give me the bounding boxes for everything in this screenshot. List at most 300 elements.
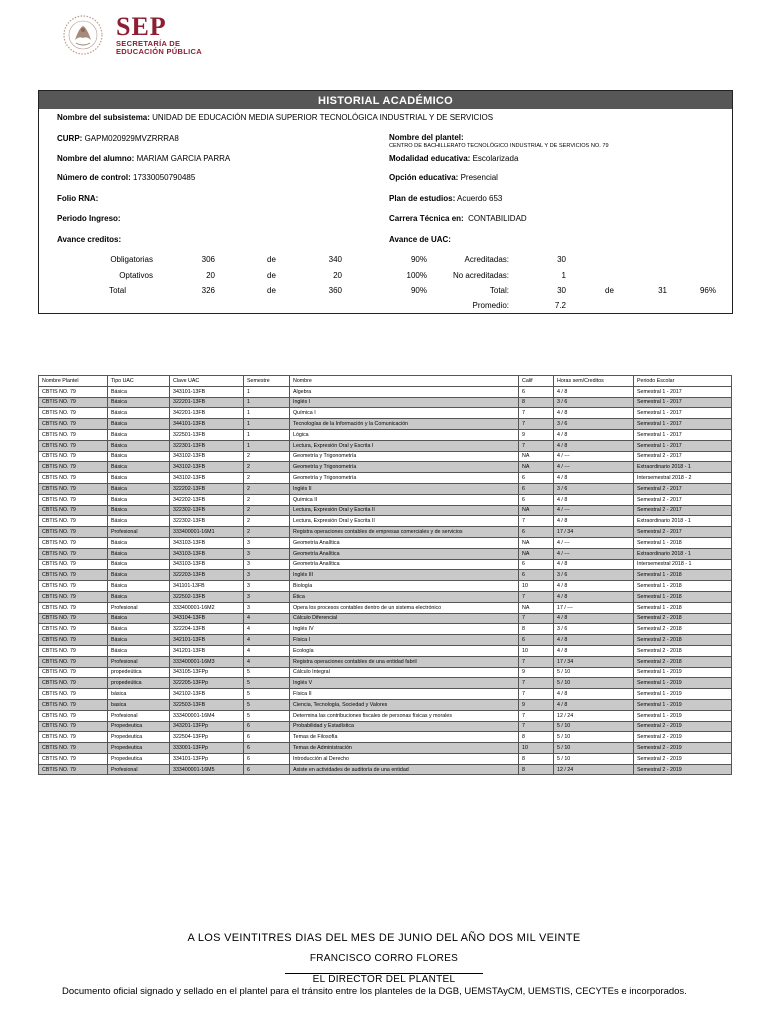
table-cell: 322201-13FB [170, 397, 244, 408]
table-row [39, 699, 732, 710]
creditos-oblig-label: Obligatorias [110, 255, 153, 264]
table-cell: 7 [519, 656, 554, 667]
table-cell: 3 [244, 570, 290, 581]
creditos-oblig-a: 306 [201, 255, 215, 264]
table-cell: NA [519, 462, 554, 473]
table-cell: Semestral 1 - 2019 [634, 678, 732, 689]
table-cell: 6 [519, 386, 554, 397]
table-cell: Geometría Analítica [290, 559, 519, 570]
col-header: Periodo Escolar [634, 376, 732, 387]
table-cell: CBTIS NO. 79 [39, 473, 108, 484]
uac-total-of: 31 [658, 286, 667, 295]
table-cell: 343101-13FB [170, 386, 244, 397]
table-cell: CBTIS NO. 79 [39, 678, 108, 689]
table-cell: Semestral 2 - 2017 [634, 451, 732, 462]
table-cell: 6 [244, 753, 290, 764]
table-cell: CBTIS NO. 79 [39, 721, 108, 732]
table-row [39, 462, 732, 473]
table-cell: 5 / 10 [554, 721, 634, 732]
col-header: Semestre [244, 376, 290, 387]
table-cell: Geometría y Trigonometría [290, 462, 519, 473]
table-cell: Básica [108, 570, 170, 581]
table-cell: CBTIS NO. 79 [39, 753, 108, 764]
table-cell: Semestral 1 - 2018 [634, 602, 732, 613]
table-cell: CBTIS NO. 79 [39, 613, 108, 624]
table-cell: 4 / 8 [554, 591, 634, 602]
table-cell: Básica [108, 635, 170, 646]
table-cell: Básica [108, 451, 170, 462]
table-cell: basica [108, 699, 170, 710]
subsistema-value: UNIDAD DE EDUCACIÓN MEDIA SUPERIOR TECNOLÓGICA INDUSTRIAL Y DE SERVICIOS [152, 113, 494, 122]
table-cell: 7 [519, 613, 554, 624]
table-cell: 322204-13FB [170, 624, 244, 635]
table-row [39, 602, 732, 613]
table-cell: 343105-13FPp [170, 667, 244, 678]
table-row [39, 440, 732, 451]
table-cell: CBTIS NO. 79 [39, 483, 108, 494]
table-cell: 6 [519, 527, 554, 538]
table-cell: Inglés IV [290, 624, 519, 635]
table-cell: 5 / 10 [554, 732, 634, 743]
table-cell: Profesional [108, 764, 170, 775]
table-cell: 3 / 6 [554, 397, 634, 408]
plantel-label: Nombre del plantel: [389, 133, 464, 142]
table-cell: Semestral 1 - 2017 [634, 419, 732, 430]
table-cell: básica [108, 689, 170, 700]
table-cell: 7 [519, 408, 554, 419]
table-cell: Semestral 1 - 2018 [634, 537, 732, 548]
table-cell: 8 [519, 732, 554, 743]
table-cell: 4 / --- [554, 451, 634, 462]
table-cell: CBTIS NO. 79 [39, 689, 108, 700]
table-cell: Semestral 2 - 2018 [634, 645, 732, 656]
table-cell: 341201-13FB [170, 645, 244, 656]
table-cell: Lectura, Expresión Oral y Escrita I [290, 440, 519, 451]
table-cell: Semestral 2 - 2017 [634, 527, 732, 538]
table-row [39, 721, 732, 732]
table-cell: Semestral 2 - 2017 [634, 494, 732, 505]
table-row [39, 408, 732, 419]
table-cell: 2 [244, 494, 290, 505]
table-row [39, 505, 732, 516]
table-cell: 10 [519, 743, 554, 754]
table-cell: CBTIS NO. 79 [39, 743, 108, 754]
table-cell: Registra operaciones contables de una entidad fabril [290, 656, 519, 667]
table-cell: 2 [244, 462, 290, 473]
table-cell: CBTIS NO. 79 [39, 570, 108, 581]
table-cell: 3 [244, 602, 290, 613]
table-cell: CBTIS NO. 79 [39, 451, 108, 462]
table-cell: 342102-13FB [170, 689, 244, 700]
table-cell: Básica [108, 645, 170, 656]
table-cell: 4 / --- [554, 548, 634, 559]
table-cell: Inglés I [290, 397, 519, 408]
table-cell: CBTIS NO. 79 [39, 419, 108, 430]
table-cell: 17 / 34 [554, 656, 634, 667]
creditos-opt-b: 20 [333, 271, 342, 280]
table-cell: Geometría y Trigonometría [290, 473, 519, 484]
table-cell: 7 [519, 678, 554, 689]
table-cell: 4 / 8 [554, 473, 634, 484]
table-cell: Opera los procesos contables dentro de un sistema electrónico [290, 602, 519, 613]
table-cell: 9 [519, 699, 554, 710]
table-cell: Profesional [108, 602, 170, 613]
table-cell: 4 / 8 [554, 494, 634, 505]
table-cell: 4 [244, 635, 290, 646]
table-row [39, 635, 732, 646]
uac-no-acreditadas-value: 1 [561, 271, 566, 280]
table-cell: 9 [519, 429, 554, 440]
table-row [39, 429, 732, 440]
table-cell: Biología [290, 581, 519, 592]
creditos-total-a: 326 [201, 286, 215, 295]
table-cell: Semestral 1 - 2019 [634, 689, 732, 700]
table-cell: Básica [108, 516, 170, 527]
table-row [39, 559, 732, 570]
table-cell: Básica [108, 624, 170, 635]
eagle-seal-icon [62, 14, 104, 56]
table-cell: Extraordinario 2018 - 1 [634, 516, 732, 527]
table-cell: 5 [244, 667, 290, 678]
table-cell: Semestral 2 - 2019 [634, 743, 732, 754]
table-cell: 3 / 6 [554, 419, 634, 430]
avance-uac-label: Avance de UAC: [389, 235, 451, 244]
table-cell: Semestral 1 - 2017 [634, 440, 732, 451]
table-cell: 322203-13FB [170, 570, 244, 581]
opcion-value: Presencial [460, 173, 498, 182]
table-row [39, 386, 732, 397]
table-cell: 4 / --- [554, 537, 634, 548]
table-cell: 322302-13FB [170, 505, 244, 516]
table-cell: Lectura, Expresión Oral y Escrita II [290, 505, 519, 516]
table-cell: Básica [108, 462, 170, 473]
table-cell: 4 [244, 645, 290, 656]
page-title: HISTORIAL ACADÉMICO [39, 91, 732, 109]
table-cell: Básica [108, 537, 170, 548]
table-cell: Semestral 1 - 2017 [634, 408, 732, 419]
table-cell: Básica [108, 429, 170, 440]
table-row [39, 764, 732, 775]
sep-logo [62, 14, 232, 56]
table-cell: 6 [244, 732, 290, 743]
table-cell: 9 [519, 667, 554, 678]
table-row [39, 494, 732, 505]
table-cell: 6 [519, 570, 554, 581]
table-cell: CBTIS NO. 79 [39, 635, 108, 646]
table-row [39, 624, 732, 635]
table-cell: Semestral 1 - 2018 [634, 591, 732, 602]
table-cell: CBTIS NO. 79 [39, 494, 108, 505]
table-cell: CBTIS NO. 79 [39, 602, 108, 613]
control-row: Número de control: 17330050790485 [57, 173, 196, 182]
curp-row: CURP: GAPM020929MVZRRRA8 [57, 134, 179, 143]
col-header: Horas sem/Creditos [554, 376, 634, 387]
table-cell: 4 / --- [554, 462, 634, 473]
table-cell: 342101-13FB [170, 635, 244, 646]
uac-total-label: Total: [489, 286, 509, 295]
opcion-row: Opción educativa: Presencial [389, 173, 498, 182]
table-cell: 6 [244, 721, 290, 732]
table-cell: 3 / 6 [554, 570, 634, 581]
table-cell: 4 / 8 [554, 429, 634, 440]
table-cell: 2 [244, 505, 290, 516]
creditos-total-pct: 90% [410, 286, 427, 295]
table-row [39, 537, 732, 548]
table-cell: 7 [519, 710, 554, 721]
table-cell: 4 / 8 [554, 613, 634, 624]
table-cell: 4 [244, 656, 290, 667]
table-cell: 2 [244, 483, 290, 494]
signer-role: EL DIRECTOR DEL PLANTEL [312, 974, 456, 985]
table-cell: Básica [108, 386, 170, 397]
creditos-total-label: Total [109, 286, 126, 295]
table-cell: 3 [244, 559, 290, 570]
table-cell: 3 [244, 548, 290, 559]
table-cell: 4 / 8 [554, 699, 634, 710]
plan-value: Acuerdo 653 [457, 194, 503, 203]
table-cell: Física I [290, 635, 519, 646]
table-cell: Inglés II [290, 483, 519, 494]
table-cell: Profesional [108, 710, 170, 721]
logo-subtitle-1: SECRETARÍA DE [116, 39, 181, 48]
creditos-total-b: 360 [328, 286, 342, 295]
table-cell: 4 / 8 [554, 440, 634, 451]
table-cell: Intersemestral 2018 - 1 [634, 559, 732, 570]
table-cell: Química I [290, 408, 519, 419]
table-cell: 4 [244, 624, 290, 635]
table-row [39, 753, 732, 764]
table-cell: 7 [519, 440, 554, 451]
table-cell: 333400001-16M3 [170, 656, 244, 667]
table-cell: Profesional [108, 656, 170, 667]
logo-title: SEP [116, 12, 167, 41]
table-cell: Semestral 2 - 2018 [634, 613, 732, 624]
signer-name: FRANCISCO CORRO FLORES [309, 953, 459, 964]
table-cell: Cálculo Diferencial [290, 613, 519, 624]
table-cell: CBTIS NO. 79 [39, 732, 108, 743]
table-cell: Básica [108, 408, 170, 419]
table-row [39, 483, 732, 494]
table-cell: 4 / 8 [554, 408, 634, 419]
table-cell: CBTIS NO. 79 [39, 667, 108, 678]
promedio-label: Promedio: [472, 301, 509, 310]
table-cell: 5 [244, 710, 290, 721]
table-cell: 12 / 24 [554, 710, 634, 721]
table-cell: Básica [108, 483, 170, 494]
table-cell: Propedeutica [108, 753, 170, 764]
table-cell: 6 [244, 764, 290, 775]
carrera-row: Carrera Técnica en: CONTABILIDAD [389, 214, 527, 223]
uac-total-de: de [605, 286, 614, 295]
table-cell: 8 [519, 624, 554, 635]
table-cell: 5 [244, 689, 290, 700]
table-cell: Probabilidad y Estadística [290, 721, 519, 732]
alumno-row: Nombre del alumno: MARIAM GARCIA PARRA [57, 154, 231, 163]
student-info-box [38, 90, 733, 314]
uac-total-pct: 96% [699, 286, 716, 295]
table-cell: CBTIS NO. 79 [39, 537, 108, 548]
table-cell: Básica [108, 559, 170, 570]
table-cell: 1 [244, 386, 290, 397]
table-cell: 5 [244, 678, 290, 689]
table-cell: 4 / 8 [554, 635, 634, 646]
col-header: Calif [519, 376, 554, 387]
table-cell: 17 / 34 [554, 527, 634, 538]
table-cell: 322501-13FB [170, 429, 244, 440]
table-cell: CBTIS NO. 79 [39, 462, 108, 473]
table-cell: Ética [290, 591, 519, 602]
table-cell: Temas de Administración [290, 743, 519, 754]
table-cell: Semestral 2 - 2018 [634, 624, 732, 635]
date-line: A LOS VEINTITRES DIAS DEL MES DE JUNIO DEL AÑO DOS MIL VEINTE [187, 932, 581, 944]
table-row [39, 667, 732, 678]
table-cell: Básica [108, 613, 170, 624]
creditos-total-de: de [267, 286, 276, 295]
creditos-opt-de: de [267, 271, 276, 280]
table-cell: Geometría Analítica [290, 548, 519, 559]
table-cell: 6 [519, 494, 554, 505]
table-cell: 4 / 8 [554, 559, 634, 570]
table-cell: 343102-13FB [170, 451, 244, 462]
table-cell: CBTIS NO. 79 [39, 548, 108, 559]
table-cell: Semestral 1 - 2017 [634, 386, 732, 397]
table-cell: 4 / 8 [554, 386, 634, 397]
table-cell: Básica [108, 473, 170, 484]
table-cell: Registra operaciones contables de empresas comerciales y de servicios [290, 527, 519, 538]
col-header: Clave UAC [170, 376, 244, 387]
table-cell: NA [519, 505, 554, 516]
table-cell: 343102-13FB [170, 462, 244, 473]
table-cell: 6 [244, 743, 290, 754]
folio-row: Folio RNA: [57, 194, 99, 203]
table-cell: NA [519, 602, 554, 613]
table-cell: 6 [519, 473, 554, 484]
table-cell: 8 [519, 764, 554, 775]
table-cell: Semestral 2 - 2017 [634, 483, 732, 494]
table-cell: CBTIS NO. 79 [39, 710, 108, 721]
table-cell: Semestral 1 - 2017 [634, 429, 732, 440]
creditos-opt-pct: 100% [406, 271, 427, 280]
table-cell: 8 [519, 753, 554, 764]
table-cell: CBTIS NO. 79 [39, 581, 108, 592]
table-cell: 344101-13FB [170, 419, 244, 430]
control-value: 17330050790485 [133, 173, 196, 182]
table-row [39, 645, 732, 656]
plantel-value: CENTRO DE BACHILLERATO TECNOLÓGICO INDUSTRIAL Y DE SERVICIOS NO. 79 [389, 143, 609, 149]
table-cell: 1 [244, 419, 290, 430]
table-cell: 4 / 8 [554, 581, 634, 592]
table-cell: Determina las contribuciones fiscales de personas físicas y morales [290, 710, 519, 721]
table-row [39, 473, 732, 484]
table-cell: Inglés V [290, 678, 519, 689]
table-cell: 343102-13FB [170, 473, 244, 484]
table-cell: Geometría Analítica [290, 537, 519, 548]
table-cell: 333400001-16M1 [170, 527, 244, 538]
logo-subtitle-2: EDUCACIÓN PÚBLICA [116, 47, 202, 56]
table-cell: 343104-13FB [170, 613, 244, 624]
table-cell: 10 [519, 581, 554, 592]
plan-row: Plan de estudios: Acuerdo 653 [389, 194, 503, 203]
table-cell: 343103-13FB [170, 548, 244, 559]
table-row [39, 678, 732, 689]
table-cell: 322504-13FPp [170, 732, 244, 743]
table-cell: 7 [519, 721, 554, 732]
table-cell: 1 [244, 408, 290, 419]
avance-creditos-label: Avance creditos: [57, 235, 122, 244]
table-cell: Semestral 2 - 2019 [634, 721, 732, 732]
table-row [39, 548, 732, 559]
table-row [39, 570, 732, 581]
uac-acreditadas-label: Acreditadas: [464, 255, 509, 264]
table-cell: 322301-13FB [170, 440, 244, 451]
table-cell: Extraordinario 2018 - 1 [634, 548, 732, 559]
table-cell: 10 [519, 645, 554, 656]
table-row [39, 656, 732, 667]
table-cell: Básica [108, 419, 170, 430]
table-cell: CBTIS NO. 79 [39, 505, 108, 516]
col-header: Tipo UAC [108, 376, 170, 387]
table-cell: Básica [108, 581, 170, 592]
table-cell: 333001-13FPp [170, 743, 244, 754]
table-cell: Profesional [108, 527, 170, 538]
table-cell: Cálculo Integral [290, 667, 519, 678]
table-cell: Propedeutica [108, 721, 170, 732]
table-cell: 7 [519, 689, 554, 700]
table-cell: 322205-13FPp [170, 678, 244, 689]
table-cell: propedeútica [108, 678, 170, 689]
table-cell: 3 [244, 537, 290, 548]
table-row [39, 527, 732, 538]
table-cell: NA [519, 451, 554, 462]
table-cell: CBTIS NO. 79 [39, 656, 108, 667]
table-cell: CBTIS NO. 79 [39, 397, 108, 408]
table-cell: Semestral 1 - 2019 [634, 667, 732, 678]
table-cell: 333400001-16M4 [170, 710, 244, 721]
table-row [39, 613, 732, 624]
table-cell: Semestral 1 - 2018 [634, 581, 732, 592]
table-cell: Inglés III [290, 570, 519, 581]
table-cell: Semestral 2 - 2019 [634, 732, 732, 743]
table-cell: 342201-13FB [170, 408, 244, 419]
modalidad-row: Modalidad educativa: Escolarizada [389, 154, 519, 163]
table-cell: Semestral 2 - 2018 [634, 635, 732, 646]
table-cell: NA [519, 537, 554, 548]
table-cell: 5 / 10 [554, 678, 634, 689]
table-cell: 334101-13FPp [170, 753, 244, 764]
table-cell: CBTIS NO. 79 [39, 386, 108, 397]
table-cell: Ecología [290, 645, 519, 656]
table-cell: 4 [244, 613, 290, 624]
table-cell: 1 [244, 440, 290, 451]
table-cell: CBTIS NO. 79 [39, 591, 108, 602]
table-cell: 5 / 10 [554, 753, 634, 764]
table-cell: CBTIS NO. 79 [39, 527, 108, 538]
table-cell: Básica [108, 548, 170, 559]
table-cell: Semestral 1 - 2019 [634, 699, 732, 710]
creditos-oblig-de: de [267, 255, 276, 264]
table-cell: Lectura, Expresión Oral y Escrita II [290, 516, 519, 527]
table-cell: Extraordinario 2018 - 1 [634, 462, 732, 473]
table-cell: 2 [244, 516, 290, 527]
table-cell: Geometría y Trigonometría [290, 451, 519, 462]
col-header: Nombre [290, 376, 519, 387]
promedio-value: 7.2 [554, 301, 566, 310]
subsistema-row: Nombre del subsistema: UNIDAD DE EDUCACIÓN MEDIA SUPERIOR TECNOLÓGICA INDUSTRIAL Y DE SERVICIOS [57, 113, 494, 122]
table-cell: Semestral 1 - 2019 [634, 710, 732, 721]
table-cell: Básica [108, 505, 170, 516]
table-row [39, 516, 732, 527]
table-cell: Temas de Filosofía [290, 732, 519, 743]
